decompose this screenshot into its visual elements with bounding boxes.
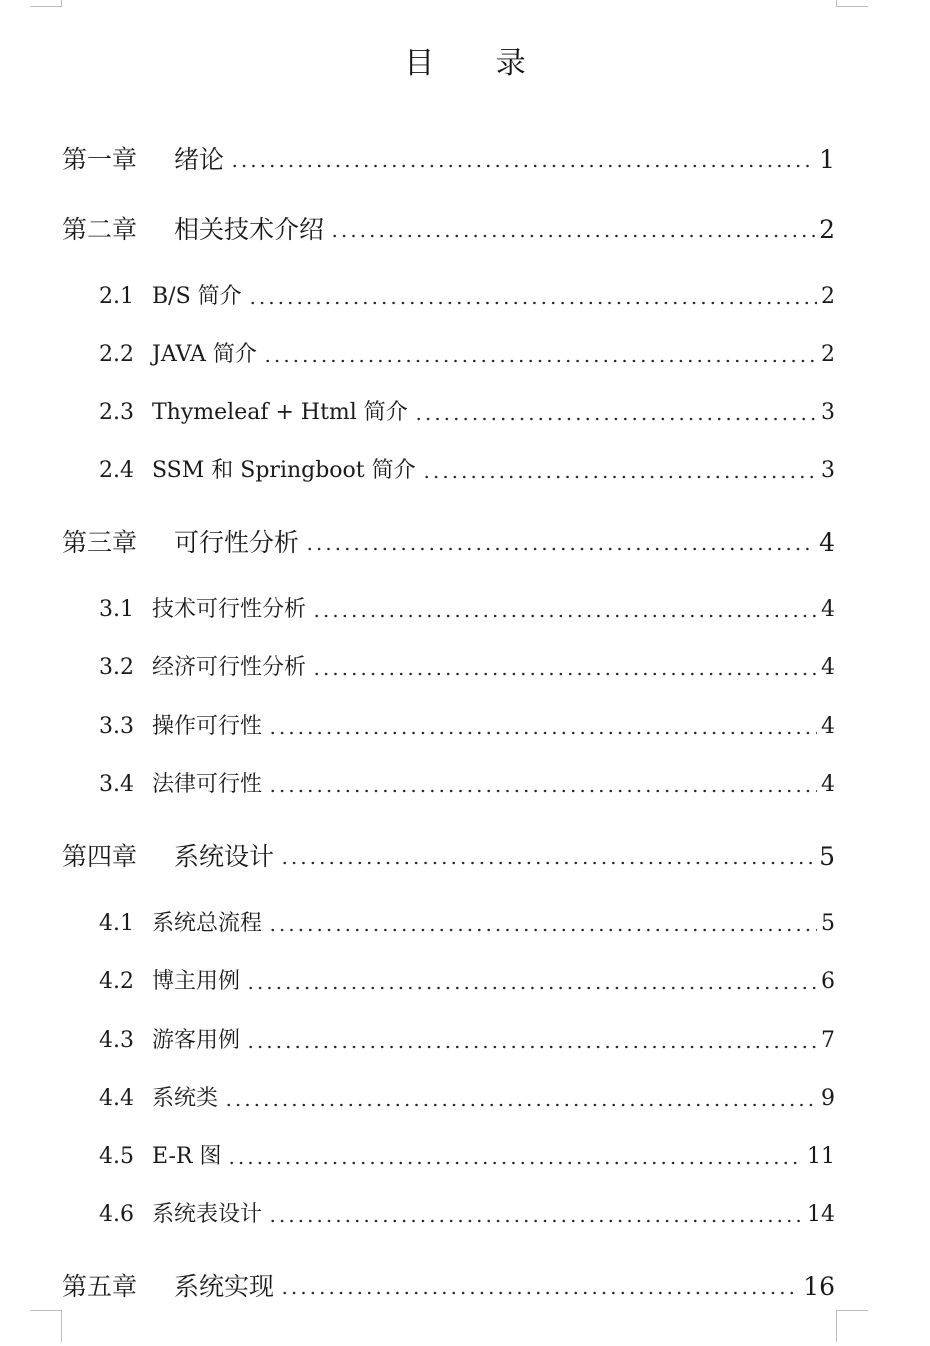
toc-entry-number: 3.1 <box>99 597 134 622</box>
toc-section-entry[interactable] <box>99 650 835 681</box>
toc-section-entry[interactable] <box>99 279 835 310</box>
toc-entry-page-number: 4 <box>821 655 835 680</box>
toc-entry-number: 2.1 <box>99 284 134 309</box>
dot-leader <box>312 672 817 676</box>
toc-section-entry[interactable] <box>99 767 835 798</box>
toc-entry-label: 绪论 <box>174 145 225 174</box>
toc-section-entry[interactable] <box>99 1023 835 1054</box>
toc-entry-label: 系统总流程 <box>152 911 263 936</box>
dot-leader <box>268 928 817 932</box>
toc-entry-page-number: 4 <box>821 597 835 622</box>
toc-entry-page-number: 6 <box>821 969 835 994</box>
crop-mark <box>836 0 837 6</box>
toc-entry-number: 4.5 <box>99 1144 134 1169</box>
toc-chapter-entry[interactable] <box>62 1267 835 1303</box>
dot-leader <box>330 234 815 238</box>
toc-entry-page-number: 14 <box>807 1202 835 1227</box>
toc-entry-page-number: 9 <box>821 1086 835 1111</box>
toc-entry-number: 3.4 <box>99 772 134 797</box>
toc-entry-number: 第二章 <box>62 215 138 244</box>
toc-section-entry[interactable] <box>99 906 835 937</box>
toc-entry-page-number: 5 <box>819 842 835 871</box>
toc-chapter-entry[interactable] <box>62 837 835 873</box>
toc-entry-number: 4.6 <box>99 1202 134 1227</box>
toc-entry-page-number: 5 <box>821 911 835 936</box>
toc-entry-page-number: 3 <box>821 400 835 425</box>
dot-leader <box>305 547 815 551</box>
dot-leader <box>268 789 817 793</box>
toc-section-entry[interactable] <box>99 592 835 623</box>
toc-entry-label: 相关技术介绍 <box>174 215 325 244</box>
dot-leader <box>230 164 815 168</box>
toc-entry-number: 第三章 <box>62 528 138 557</box>
toc-entry-label: 系统设计 <box>174 842 275 871</box>
toc-section-entry[interactable] <box>99 337 835 368</box>
toc-section-entry[interactable] <box>99 709 835 740</box>
toc-entry-number: 2.4 <box>99 458 134 483</box>
toc-entry-number: 4.3 <box>99 1028 134 1053</box>
toc-entry-page-number: 3 <box>821 458 835 483</box>
crop-mark <box>61 1310 62 1342</box>
crop-mark <box>836 1310 868 1311</box>
toc-entry-number: 第一章 <box>62 145 138 174</box>
toc-chapter-entry[interactable] <box>62 523 835 559</box>
toc-entry-page-number: 4 <box>821 772 835 797</box>
toc-entry-page-number: 4 <box>819 528 835 557</box>
dot-leader <box>280 1291 799 1295</box>
dot-leader <box>263 359 817 363</box>
toc-section-entry[interactable] <box>99 395 835 426</box>
toc-entry-number: 第四章 <box>62 842 138 871</box>
toc-entry-label: 操作可行性 <box>152 714 263 739</box>
toc-section-entry[interactable] <box>99 453 835 484</box>
toc-section-entry[interactable] <box>99 1139 835 1170</box>
toc-entry-page-number: 2 <box>821 342 835 367</box>
toc-entry-label: 可行性分析 <box>174 528 300 557</box>
toc-entry-page-number: 4 <box>821 714 835 739</box>
toc-entry-page-number: 2 <box>821 284 835 309</box>
crop-mark <box>836 6 868 7</box>
toc-entry-number: 4.1 <box>99 911 134 936</box>
toc-entry-page-number: 7 <box>821 1028 835 1053</box>
dot-leader <box>268 731 817 735</box>
dot-leader <box>414 417 817 421</box>
toc-chapter-entry[interactable] <box>62 140 835 176</box>
toc-entry-label: 经济可行性分析 <box>152 655 307 680</box>
page-title: 目 录 <box>404 46 552 81</box>
toc-entry-label: E-R 图 <box>152 1144 222 1169</box>
toc-section-entry[interactable] <box>99 1197 835 1228</box>
toc-chapter-entry[interactable] <box>62 210 835 246</box>
toc-entry-label: 系统类 <box>152 1086 219 1111</box>
toc-entry-page-number: 1 <box>819 145 835 174</box>
toc-entry-number: 2.3 <box>99 400 134 425</box>
crop-mark <box>836 1310 837 1342</box>
toc-entry-label: 系统实现 <box>174 1272 275 1301</box>
toc-entry-label: SSM 和 Springboot 简介 <box>152 458 416 483</box>
toc-entry-label: 技术可行性分析 <box>152 597 307 622</box>
crop-mark <box>61 0 62 6</box>
dot-leader <box>224 1103 817 1107</box>
toc-entry-number: 3.2 <box>99 655 134 680</box>
toc-entry-label: 法律可行性 <box>152 772 263 797</box>
toc-entry-number: 4.2 <box>99 969 134 994</box>
toc-entry-number: 第五章 <box>62 1272 138 1301</box>
toc-entry-label: 游客用例 <box>152 1028 241 1053</box>
toc-entry-number: 2.2 <box>99 342 134 367</box>
toc-entry-label: 系统表设计 <box>152 1202 263 1227</box>
toc-entry-number: 3.3 <box>99 714 134 739</box>
dot-leader <box>227 1161 803 1165</box>
dot-leader <box>312 614 817 618</box>
dot-leader <box>246 986 817 990</box>
toc-entry-label: 博主用例 <box>152 969 241 994</box>
dot-leader <box>280 861 815 865</box>
dot-leader <box>246 1045 817 1049</box>
toc-entry-label: JAVA 简介 <box>152 342 257 367</box>
crop-mark <box>30 6 62 7</box>
toc-entry-label: B/S 简介 <box>152 284 242 309</box>
toc-entry-page-number: 11 <box>807 1144 835 1169</box>
toc-entry-number: 4.4 <box>99 1086 134 1111</box>
toc-entry-page-number: 2 <box>819 215 835 244</box>
dot-leader <box>268 1219 803 1223</box>
toc-entry-label: Thymeleaf + Html 简介 <box>152 400 408 425</box>
dot-leader <box>248 301 817 305</box>
crop-mark <box>30 1310 62 1311</box>
toc-section-entry[interactable] <box>99 964 835 995</box>
dot-leader <box>422 475 817 479</box>
toc-section-entry[interactable] <box>99 1081 835 1112</box>
toc-entry-page-number: 16 <box>803 1272 835 1301</box>
